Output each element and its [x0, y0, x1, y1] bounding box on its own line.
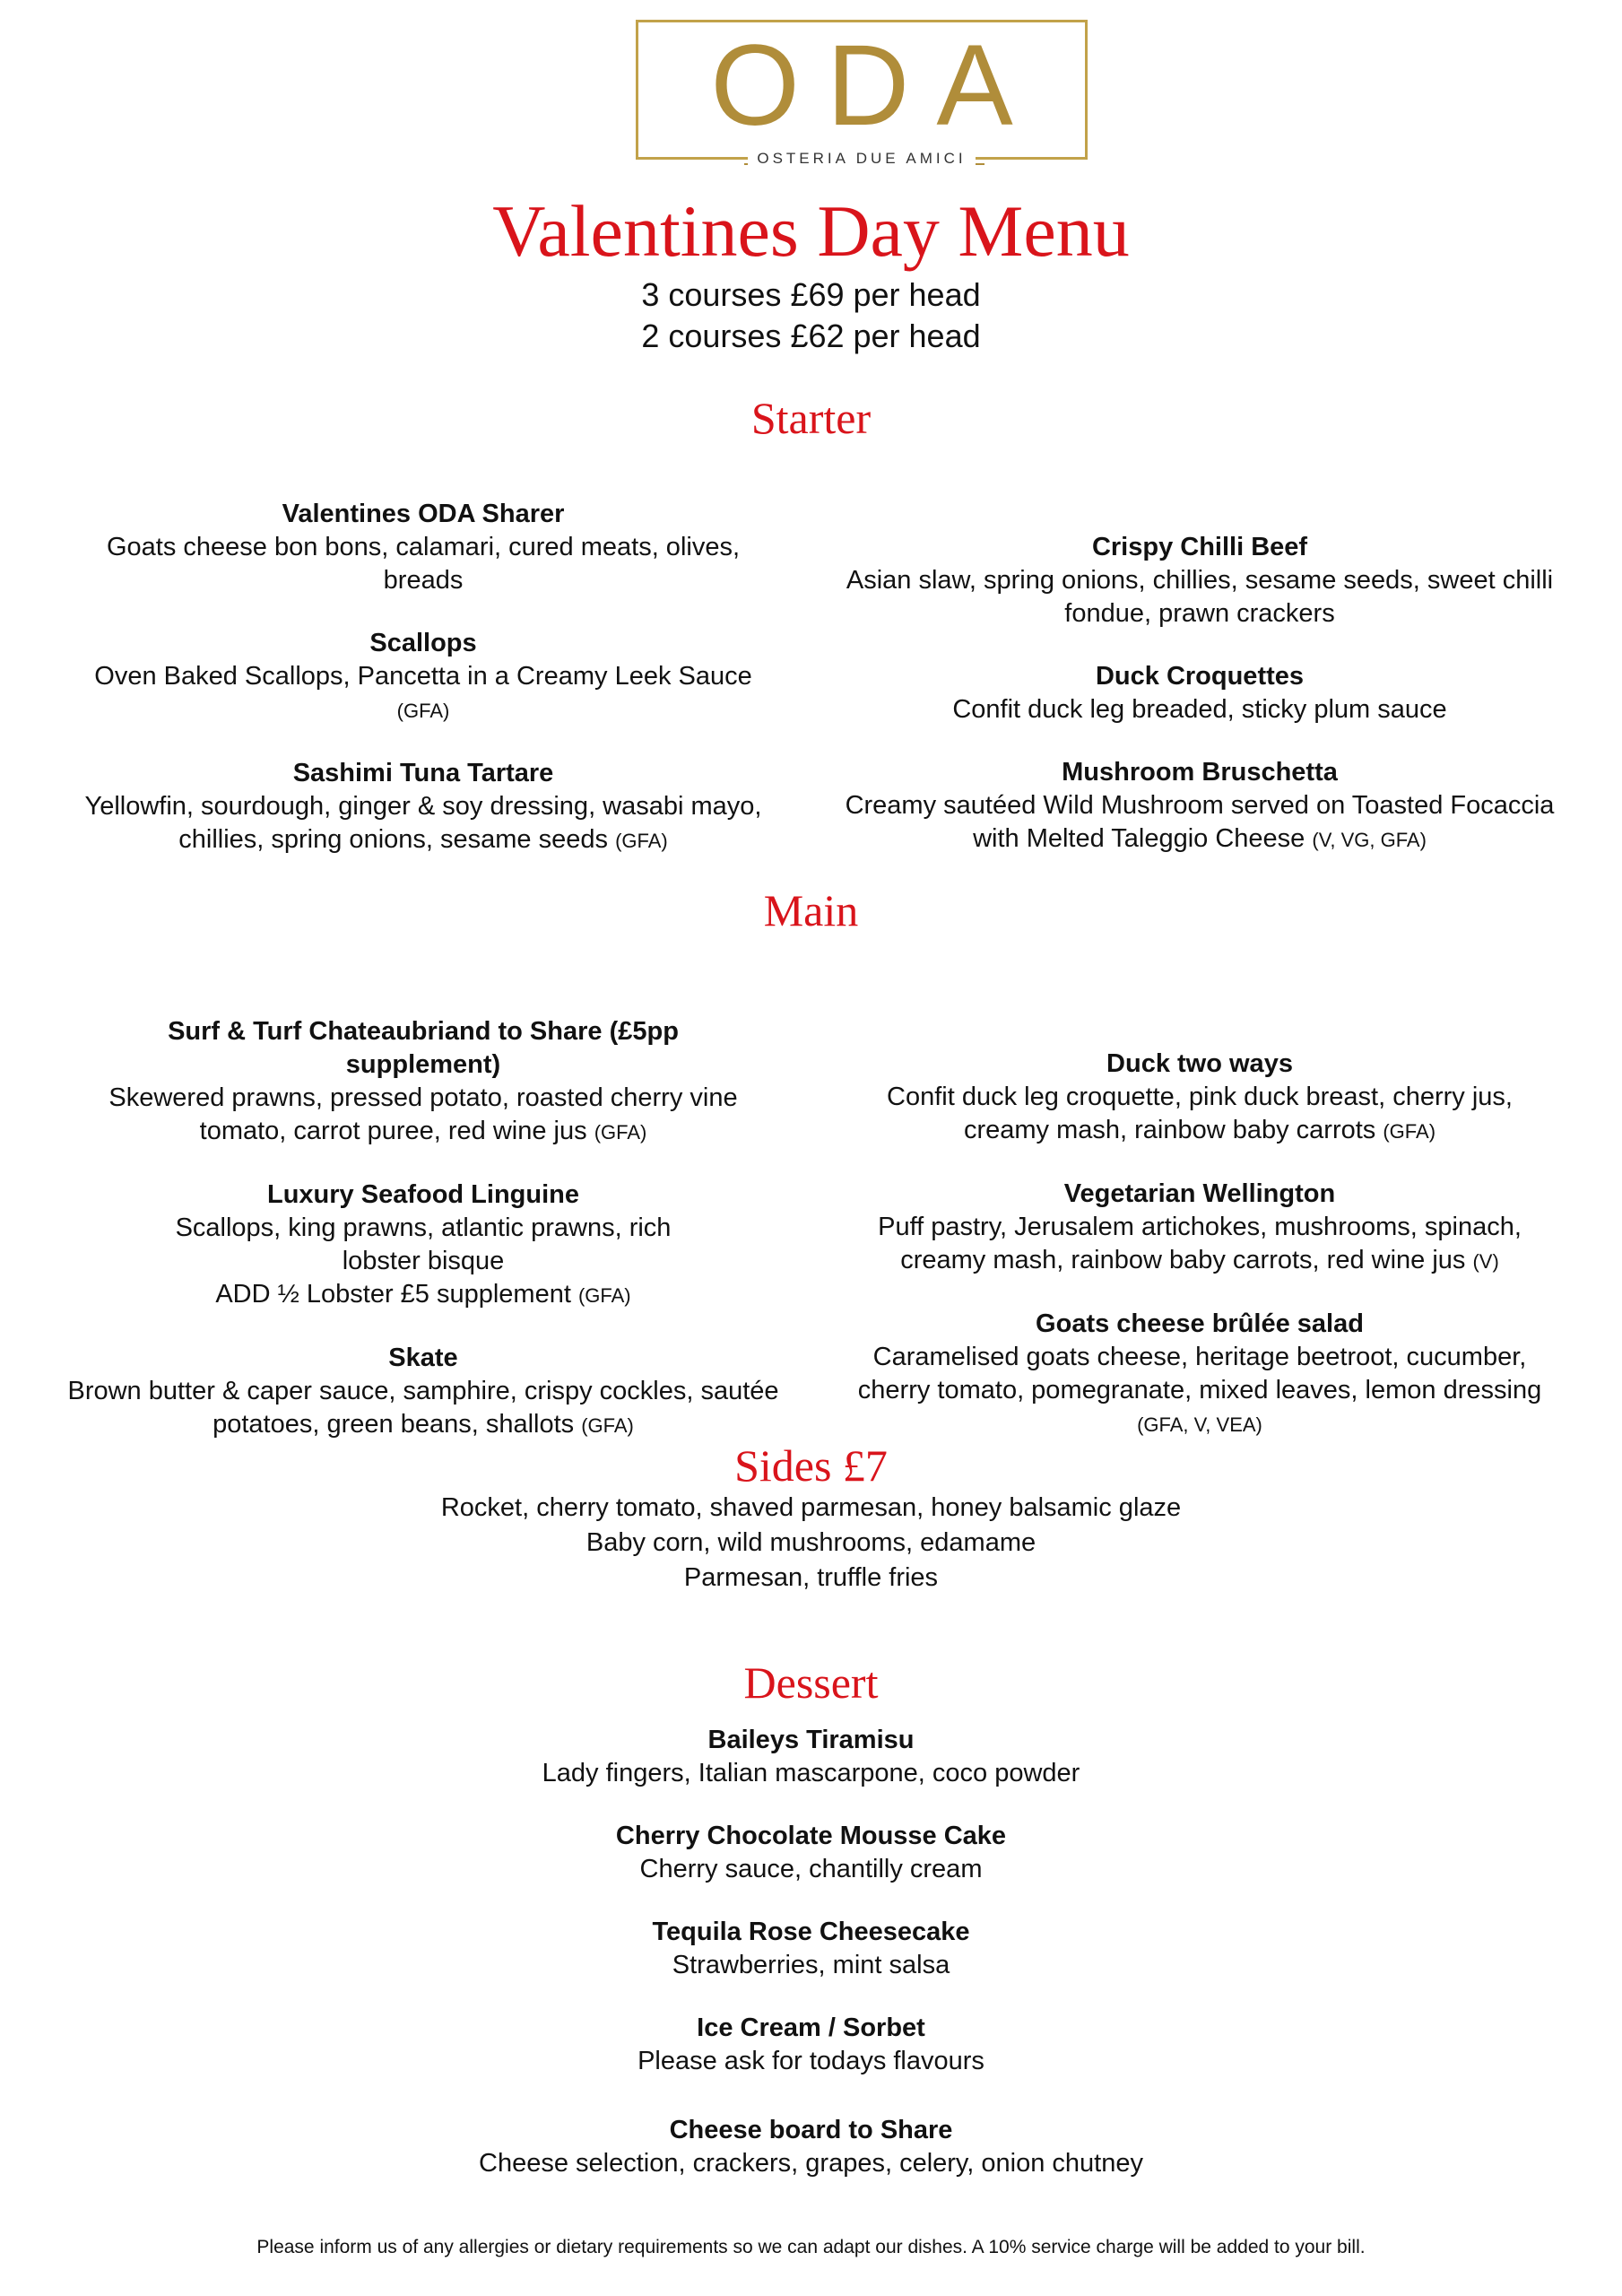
dessert-description: Please ask for todays flavours [638, 2047, 984, 2075]
dessert-heading: Dessert [743, 1657, 879, 1708]
main-heading: Main [763, 885, 859, 935]
dish-item [65, 1015, 782, 1149]
dish-description: Asian slaw, spring onions, chillies, sesame seeds, sweet chilli fondue, prawn crackers [846, 566, 1554, 628]
dish-item [65, 1178, 782, 1312]
dessert-item [0, 1916, 1622, 1982]
dish-item [841, 531, 1558, 631]
dish-description: Confit duck leg breaded, sticky plum sauce [952, 695, 1447, 724]
logo-wordmark: ODA [710, 22, 1040, 150]
dish-name: Luxury Seafood Linguine [266, 1180, 579, 1209]
dish-item [841, 660, 1558, 726]
dish-item [841, 1048, 1558, 1148]
menu-title: Valentines Day Menu [492, 190, 1130, 272]
dish-item [65, 757, 782, 857]
dish-description: Creamy sautéed Wild Mushroom served on Toasted Focaccia with Melted Taleggio Cheese (V, VG, GFA) [845, 791, 1555, 853]
dish-description: Goats cheese bon bons, calamari, cured meats, olives, breads [106, 533, 741, 595]
dish-item [841, 1308, 1558, 1441]
dietary-tag: (GFA) [396, 700, 450, 722]
dessert-list [0, 1724, 1622, 2210]
dish-supplement: ADD ½ Lobster £5 supplement (GFA) [215, 1280, 631, 1309]
dish-name: Skate [388, 1344, 458, 1372]
dish-name: Surf & Turf Chateaubriand to Share (£5pp supplement) [168, 1017, 679, 1079]
sides-heading: Sides £7 [734, 1440, 888, 1491]
dish-description: Puff pastry, Jerusalem artichokes, mushrooms, spinach, creamy mash, rainbow baby carrots, red wine jus (V) [878, 1213, 1522, 1274]
dish-description: Skewered prawns, pressed potato, roasted cherry vine tomato, carrot puree, red wine jus (GFA) [108, 1083, 738, 1145]
dish-description: Confit duck leg croquette, pink duck breast, cherry jus, creamy mash, rainbow baby carrots (GFA) [887, 1083, 1513, 1144]
side-item: Parmesan, truffle fries [683, 1563, 939, 1592]
dessert-name: Tequila Rose Cheesecake [652, 1918, 970, 1946]
dish-description: Scallops, king prawns, atlantic prawns, rich lobster bisque [175, 1213, 672, 1275]
dietary-tag: (GFA, V, VEA) [1137, 1413, 1262, 1436]
dish-item [65, 1342, 782, 1442]
dietary-tag: (GFA) [615, 830, 668, 852]
dish-name: Sashimi Tuna Tartare [292, 759, 554, 787]
dish-description: Brown butter & caper sauce, samphire, crispy cockles, sautée potatoes, green beans, shallots (GFA) [67, 1377, 779, 1439]
side-item: Baby corn, wild mushrooms, edamame [585, 1528, 1037, 1557]
dish-item [65, 498, 782, 597]
dietary-tag: (GFA) [594, 1121, 647, 1144]
dish-item [65, 627, 782, 727]
logo-subtitle: OSTERIA DUE AMICI [638, 150, 1085, 168]
dessert-name: Cheese board to Share [669, 2116, 953, 2144]
dish-description: Yellowfin, sourdough, ginger & soy dressing, wasabi mayo, chillies, spring onions, sesame seeds (GFA) [84, 792, 762, 854]
dietary-tag: (V, VG, GFA) [1312, 829, 1427, 851]
starter-right-column [841, 531, 1558, 886]
main-right-column [841, 1048, 1558, 1471]
dietary-tag: (GFA) [581, 1414, 634, 1437]
dish-item [841, 1178, 1558, 1278]
dish-name: Duck two ways [1106, 1049, 1293, 1078]
dish-name: Mushroom Bruschetta [1062, 758, 1338, 787]
dish-name: Scallops [369, 629, 477, 657]
dessert-item [0, 2012, 1622, 2078]
dessert-description: Cherry sauce, chantilly cream [639, 1855, 983, 1883]
dessert-item [0, 2114, 1622, 2180]
dish-name: Goats cheese brûlée salad [1036, 1309, 1364, 1338]
dish-name: Crispy Chilli Beef [1091, 533, 1308, 561]
side-item: Rocket, cherry tomato, shaved parmesan, honey balsamic glaze [440, 1493, 1182, 1522]
dietary-tag: (GFA) [1383, 1120, 1436, 1143]
starter-left-column [65, 498, 782, 887]
dish-name: Vegetarian Wellington [1063, 1179, 1336, 1208]
dessert-item [0, 1820, 1622, 1886]
allergy-notice: Please inform us of any allergies or dietary requirements so we can adapt our dishes. A 10% service charge will be added to your bill. [256, 2237, 1366, 2257]
dietary-tag: (GFA) [577, 1284, 631, 1307]
oda-logo [636, 20, 1088, 167]
dessert-name: Ice Cream / Sorbet [697, 2013, 925, 2042]
dish-name: Valentines ODA Sharer [282, 500, 565, 528]
price-two-courses: 2 courses £62 per head [641, 317, 981, 354]
main-left-column [65, 1015, 782, 1472]
dish-item [841, 756, 1558, 857]
dessert-item [0, 1724, 1622, 1790]
dietary-tag: (V) [1472, 1250, 1499, 1273]
dish-description: Caramelised goats cheese, heritage beetroot, cucumber, cherry tomato, pomegranate, mixed leaves, lemon dressing (GFA, V, VEA) [857, 1343, 1542, 1436]
dessert-description: Cheese selection, crackers, grapes, celery, onion chutney [479, 2149, 1143, 2178]
dessert-description: Strawberries, mint salsa [672, 1951, 950, 1979]
dessert-name: Baileys Tiramisu [707, 1726, 915, 1754]
sides-list [0, 1491, 1622, 1596]
price-three-courses: 3 courses £69 per head [641, 276, 981, 313]
dish-description: Oven Baked Scallops, Pancetta in a Creamy Leek Sauce (GFA) [94, 662, 752, 722]
starter-heading: Starter [750, 393, 872, 443]
dish-name: Duck Croquettes [1095, 662, 1305, 691]
dessert-name: Cherry Chocolate Mousse Cake [615, 1822, 1007, 1850]
dessert-description: Lady fingers, Italian mascarpone, coco powder [542, 1759, 1080, 1787]
